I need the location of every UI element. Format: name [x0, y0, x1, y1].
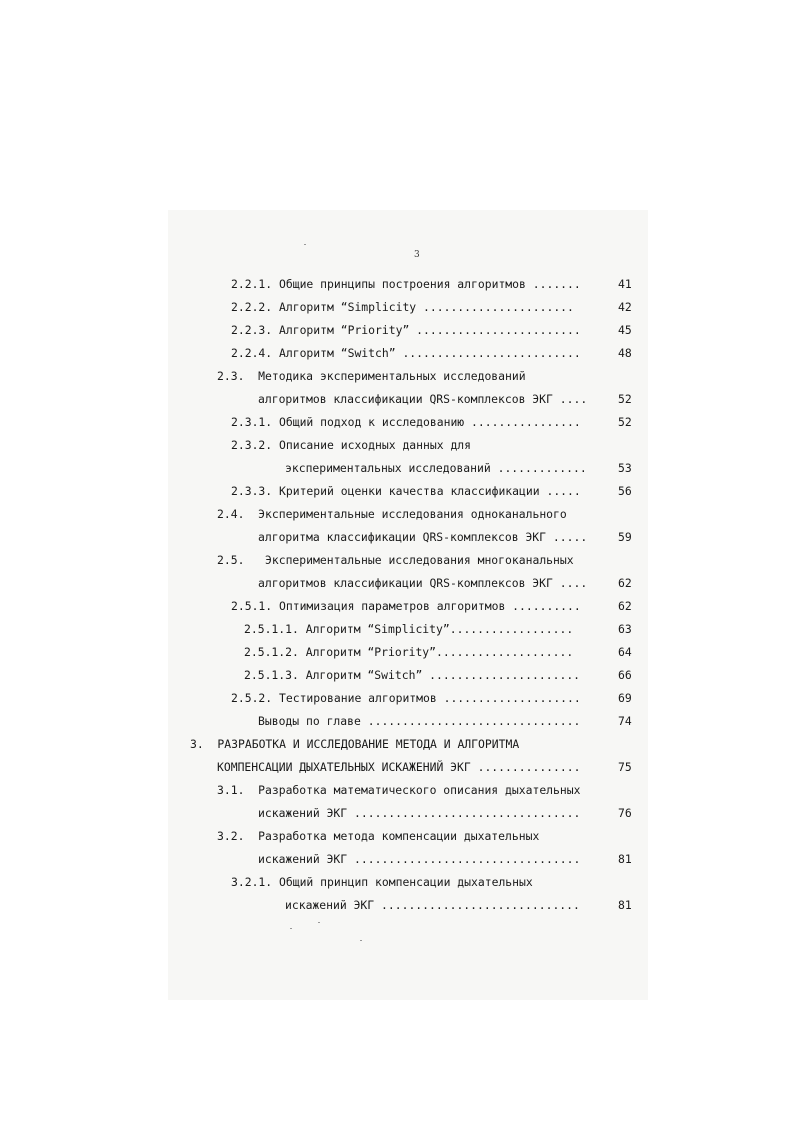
toc-entry — [0, 875, 795, 898]
toc-entry-text: 2.2.4. Алгоритм “Switch” .......................... — [231, 346, 581, 360]
toc-entry-text: 2.3. Методика экспериментальных исследований — [217, 369, 526, 383]
toc-entry — [0, 415, 795, 438]
toc-entry-page: 76 — [618, 806, 632, 820]
toc-entry — [0, 507, 795, 530]
toc-entry — [0, 461, 795, 484]
toc-entry-text: 2.2.3. Алгоритм “Priority” ........................ — [231, 323, 581, 337]
toc-entry-page: 64 — [618, 645, 632, 659]
toc-entry — [0, 898, 795, 921]
toc-entry-page: 69 — [618, 691, 632, 705]
toc-entry-text: 2.2.1. Общие принципы построения алгоритмов ....... — [231, 277, 581, 291]
toc-entry-text: алгоритмов классификации QRS-комплексов ЭКГ .... — [258, 392, 588, 406]
toc-entry-page: 52 — [618, 415, 632, 429]
toc-entry — [0, 438, 795, 461]
toc-entry — [0, 392, 795, 415]
toc-entry-page: 75 — [618, 760, 632, 774]
toc-entry-page: 59 — [618, 530, 632, 544]
toc-entry-text: 2.3.2. Описание исходных данных для — [231, 438, 472, 452]
toc-entry — [0, 599, 795, 622]
toc-entry-page: 66 — [618, 668, 632, 682]
toc-entry-text: 2.5.1.1. Алгоритм “Simplicity”.................. — [244, 622, 574, 636]
toc-entry-page: 45 — [618, 323, 632, 337]
toc-entry-page: 62 — [618, 576, 632, 590]
toc-entry — [0, 576, 795, 599]
toc-entry-text: 2.4. Экспериментальные исследования одноканального — [217, 507, 567, 521]
toc-entry-text: 3.1. Разработка математического описания дыхательных — [217, 783, 581, 797]
toc-entry — [0, 691, 795, 714]
toc-entry-text: Выводы по главе ............................... — [258, 714, 581, 728]
toc-entry — [0, 300, 795, 323]
toc-entry-text: алгоритма классификации QRS-комплексов ЭКГ ..... — [258, 530, 588, 544]
toc-entry-text: 2.5.1. Оптимизация параметров алгоритмов .......... — [231, 599, 581, 613]
toc-entry — [0, 553, 795, 576]
toc-entry-text: экспериментальных исследований ............. — [285, 461, 587, 475]
toc-entry — [0, 484, 795, 507]
toc-entry-text: 2.3.1. Общий подход к исследованию ................ — [231, 415, 581, 429]
toc-entry — [0, 346, 795, 369]
toc-entry-text: 2.2.2. Алгоритм “Simplicity ...................... — [231, 300, 574, 314]
toc-entry — [0, 369, 795, 392]
toc-entry-page: 62 — [618, 599, 632, 613]
toc-entry-page: 52 — [618, 392, 632, 406]
page-number: 3 — [414, 250, 420, 260]
toc-entry-text: 2.3.3. Критерий оценки качества классификации ..... — [231, 484, 581, 498]
toc-entry-page: 41 — [618, 277, 632, 291]
table-of-contents — [0, 277, 795, 921]
toc-entry-page: 81 — [618, 852, 632, 866]
toc-entry — [0, 323, 795, 346]
toc-entry-text: алгоритмов классификации QRS-комплексов ЭКГ .... — [258, 576, 588, 590]
toc-entry-text: искажений ЭКГ ................................. — [258, 806, 581, 820]
toc-entry-text: 2.5. Экспериментальные исследования многоканальных — [217, 553, 574, 567]
toc-entry-text: КОМПЕНСАЦИИ ДЫХАТЕЛЬНЫХ ИСКАЖЕНИЙ ЭКГ ............... — [217, 760, 581, 774]
toc-entry-page: 56 — [618, 484, 632, 498]
toc-entry — [0, 277, 795, 300]
scan-speck — [360, 940, 362, 941]
toc-entry — [0, 714, 795, 737]
toc-entry — [0, 760, 795, 783]
scan-speck — [304, 244, 306, 245]
toc-entry-text: 3.2. Разработка метода компенсации дыхательных — [217, 829, 540, 843]
scan-speck — [318, 922, 320, 923]
toc-entry — [0, 852, 795, 875]
toc-entry-page: 48 — [618, 346, 632, 360]
toc-entry-text: искажений ЭКГ ................................. — [258, 852, 581, 866]
toc-entry — [0, 530, 795, 553]
toc-entry-text: 3. РАЗРАБОТКА И ИССЛЕДОВАНИЕ МЕТОДА И АЛГОРИТМА — [190, 737, 520, 751]
toc-entry — [0, 668, 795, 691]
toc-entry — [0, 806, 795, 829]
toc-entry — [0, 622, 795, 645]
toc-entry-text: 3.2.1. Общий принцип компенсации дыхательных — [231, 875, 533, 889]
toc-entry — [0, 737, 795, 760]
toc-entry-page: 63 — [618, 622, 632, 636]
toc-entry-text: искажений ЭКГ ............................. — [285, 898, 580, 912]
toc-entry-page: 53 — [618, 461, 632, 475]
toc-entry — [0, 645, 795, 668]
toc-entry — [0, 829, 795, 852]
toc-entry-page: 81 — [618, 898, 632, 912]
toc-entry-text: 2.5.1.2. Алгоритм “Priority”.................... — [244, 645, 574, 659]
toc-entry-text: 2.5.1.3. Алгоритм “Switch” ...................... — [244, 668, 581, 682]
scan-speck — [290, 928, 292, 929]
toc-entry-text: 2.5.2. Тестирование алгоритмов .................... — [231, 691, 581, 705]
toc-entry-page: 74 — [618, 714, 632, 728]
toc-entry-page: 42 — [618, 300, 632, 314]
toc-entry — [0, 783, 795, 806]
